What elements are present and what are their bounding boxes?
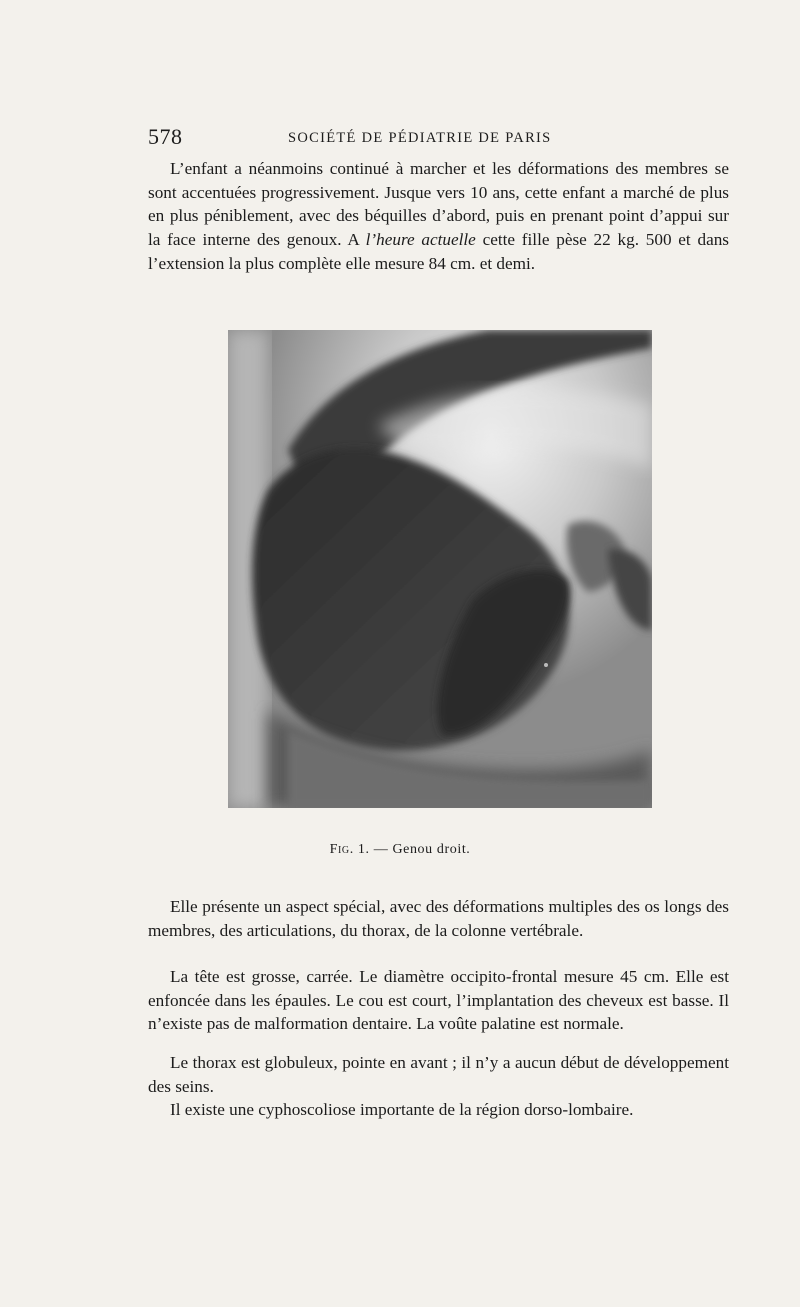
running-title: SOCIÉTÉ DE PÉDIATRIE DE PARIS <box>288 130 552 146</box>
caption-text: Genou droit. <box>392 842 471 857</box>
figure-label: Fig. 1. <box>329 842 370 857</box>
paragraph-2: Elle présente un aspect spécial, avec des déformations multiples des os longs des membres, des articulations, du thorax, de la colonne vertébrale. <box>148 897 729 940</box>
paragraph-3: La tête est grosse, carrée. Le diamètre occipito-frontal mesure 45 cm. Elle est enfoncée dans les épaules. Le cou est court, l’implantation des cheveux est basse. Il n’existe pas de malformation dentaire. La voûte palatine est normale. <box>148 967 729 1034</box>
paragraph-4: Le thorax est globuleux, pointe en avant ; il n’y a aucun début de développement des seins. <box>148 1053 729 1096</box>
xray-image <box>228 330 652 808</box>
caption-separator: — <box>369 842 393 857</box>
xray-figure <box>228 330 652 808</box>
paragraph-1-lead: L’enfant a néanmoins continué à marcher et les déformations des membres se sont accentuées progressivement. Jusque vers 10 ans, cette enfant a marché de plus en plus péniblement, avec des béquilles d’abord, puis en prenant point d’appui sur la face interne des genoux. A <box>148 159 729 250</box>
page-number: 578 <box>148 124 183 149</box>
paragraph-5: Il existe une cyphoscoliose importante de la région dorso-lombaire. <box>170 1100 634 1119</box>
paragraph-1 <box>148 157 729 276</box>
page-header <box>148 124 732 154</box>
figure-caption <box>0 842 800 858</box>
paragraph-1-italic: l’heure actuelle <box>365 230 476 250</box>
paragraph-1-tail: cette fille pèse 22 kg. 500 et dans l’extension la plus complète elle mesure 84 cm. et demi. <box>148 230 729 273</box>
